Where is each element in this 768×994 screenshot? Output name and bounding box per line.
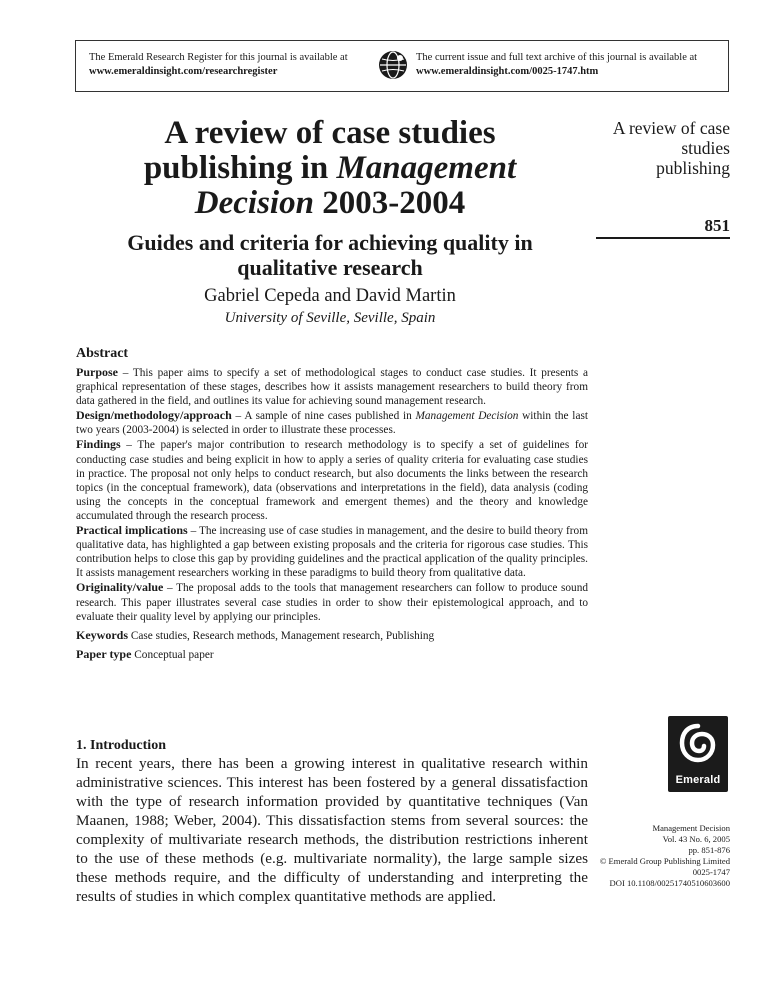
research-register-notice	[89, 51, 348, 79]
running-head-line-3: publishing	[656, 158, 730, 178]
pub-pages: pp. 851-876	[688, 845, 730, 855]
research-register-text: The Emerald Research Register for this journal is available at	[89, 52, 348, 63]
running-head	[596, 118, 730, 178]
title-line-3	[90, 186, 570, 221]
title-line-1: A review of case studies	[164, 115, 496, 151]
full-text-archive-link[interactable]: www.emeraldinsight.com/0025-1747.htm	[416, 66, 599, 77]
abstract-keywords	[76, 628, 588, 643]
abstract-purpose	[76, 365, 588, 408]
design-text-pre: – A sample of nine cases published in	[231, 410, 416, 423]
abstract-heading: Abstract	[76, 346, 129, 361]
practical-label: Practical implications	[76, 523, 188, 538]
emerald-logo-text: Emerald	[675, 774, 721, 786]
affiliation: University of Seville, Seville, Spain	[224, 310, 436, 326]
emerald-globe-icon	[378, 50, 408, 80]
pub-copyright: © Emerald Group Publishing Limited	[599, 856, 730, 866]
keywords-text: Case studies, Research methods, Management research, Publishing	[128, 629, 435, 642]
authors: Gabriel Cepeda and David Martin	[204, 286, 456, 306]
introduction-section	[76, 737, 588, 906]
running-head-line-2: studies	[681, 138, 730, 158]
purpose-label: Purpose	[76, 365, 118, 379]
emerald-swirl-icon	[678, 722, 718, 768]
title-journal-name-part1: Management	[336, 150, 517, 186]
purpose-text: – This paper aims to specify a set of methodological stages to conduct case studies. It presents a graphical representation of these stages, describes how it assists management researchers to build theory from data gathered in the field, and outlines its value for achieving sound management research.	[76, 367, 588, 408]
title-line-2-text: publishing in	[143, 150, 337, 186]
margin-rule	[596, 237, 730, 239]
abstract-practical	[76, 523, 588, 580]
article-subtitle	[60, 230, 600, 280]
journal-header-box	[75, 40, 729, 92]
pub-volume: Vol. 43 No. 6, 2005	[662, 834, 730, 844]
title-years: 2003-2004	[313, 185, 466, 221]
paper-type-label: Paper type	[76, 646, 132, 661]
abstract-findings	[76, 437, 588, 523]
practical-text: – The increasing use of case studies in management, and the desire to build theory from qualitative data, has highlighted a gap between existing proposals and the criteria for rigorous case studies. This contribution helps to close this gap by providing guidelines and the practical application of the quality principles. It assists management researchers working in these paradigms to build theory from qualitative data.	[76, 525, 588, 580]
abstract-originality	[76, 580, 588, 623]
keywords-label: Keywords	[76, 627, 128, 642]
design-text-journal: Management Decision	[415, 410, 519, 423]
emerald-logo	[668, 716, 728, 792]
findings-text: – The paper's major contribution to research methodology is to specify a set of guidelines for conducting case studies and being explicit in how to apply a series of quality criteria for evaluating case studies in practice. The proposal not only helps to conduct research, but also documents the links between the research topics (in the conceptual framework), data (observations and interpretations in the field), data analysis (coding using the concepts in the conceptual framework and emergent themes) and the theory and knowledge accumulated through the research process.	[76, 439, 588, 522]
originality-text: – The proposal adds to the tools that management researchers can follow to produce sound research. This paper illustrates several case studies in order to show their epistemological approach, and to evaluate their quality level by applying our principles.	[76, 582, 588, 623]
title-journal-name-part2: Decision	[194, 185, 314, 221]
design-label: Design/methodology/approach	[76, 408, 232, 423]
findings-label: Findings	[76, 437, 121, 452]
pub-journal: Management Decision	[652, 823, 730, 833]
page-number: 851	[704, 216, 730, 235]
running-head-line-1: A review of case	[612, 118, 730, 138]
paper-type-text: Conceptual paper	[131, 648, 214, 661]
abstract-paper-type	[76, 647, 588, 662]
pub-doi: DOI 10.1108/00251740510603600	[609, 878, 730, 888]
pub-issn: 0025-1747	[692, 867, 730, 877]
abstract	[76, 345, 588, 662]
introduction-paragraph: In recent years, there has been a growing interest in qualitative research within administrative sciences. This interest has been fostered by a general dissatisfaction with the type of research information provided by quantitative techniques (Van Maanen, 1988; Weber, 2004). This dissatisfaction stems from several sources: the complexity of multivariate research methods, the distribution restrictions inherent to the use of these methods (e.g. multivariate normality), the large sample sizes these methods require, and the difficulty of understanding and interpreting the results of studies in which complex quantitative methods are applied.	[76, 755, 588, 905]
subtitle-line-2: qualitative research	[237, 255, 423, 280]
research-register-link[interactable]: www.emeraldinsight.com/researchregister	[89, 66, 278, 77]
design-text-post: within the last two years (2003-2004) is selected in order to illustrate these processes.	[76, 410, 588, 437]
introduction-heading: 1. Introduction	[76, 738, 166, 753]
publication-info	[560, 823, 730, 889]
full-text-archive-text: The current issue and full text archive of this journal is available at	[416, 52, 698, 63]
title-line-2	[90, 151, 570, 186]
originality-label: Originality/value	[76, 580, 164, 595]
abstract-design	[76, 408, 588, 437]
article-title	[90, 116, 570, 221]
subtitle-line-1: Guides and criteria for achieving quality in	[127, 230, 533, 255]
full-text-archive-notice	[416, 51, 697, 79]
